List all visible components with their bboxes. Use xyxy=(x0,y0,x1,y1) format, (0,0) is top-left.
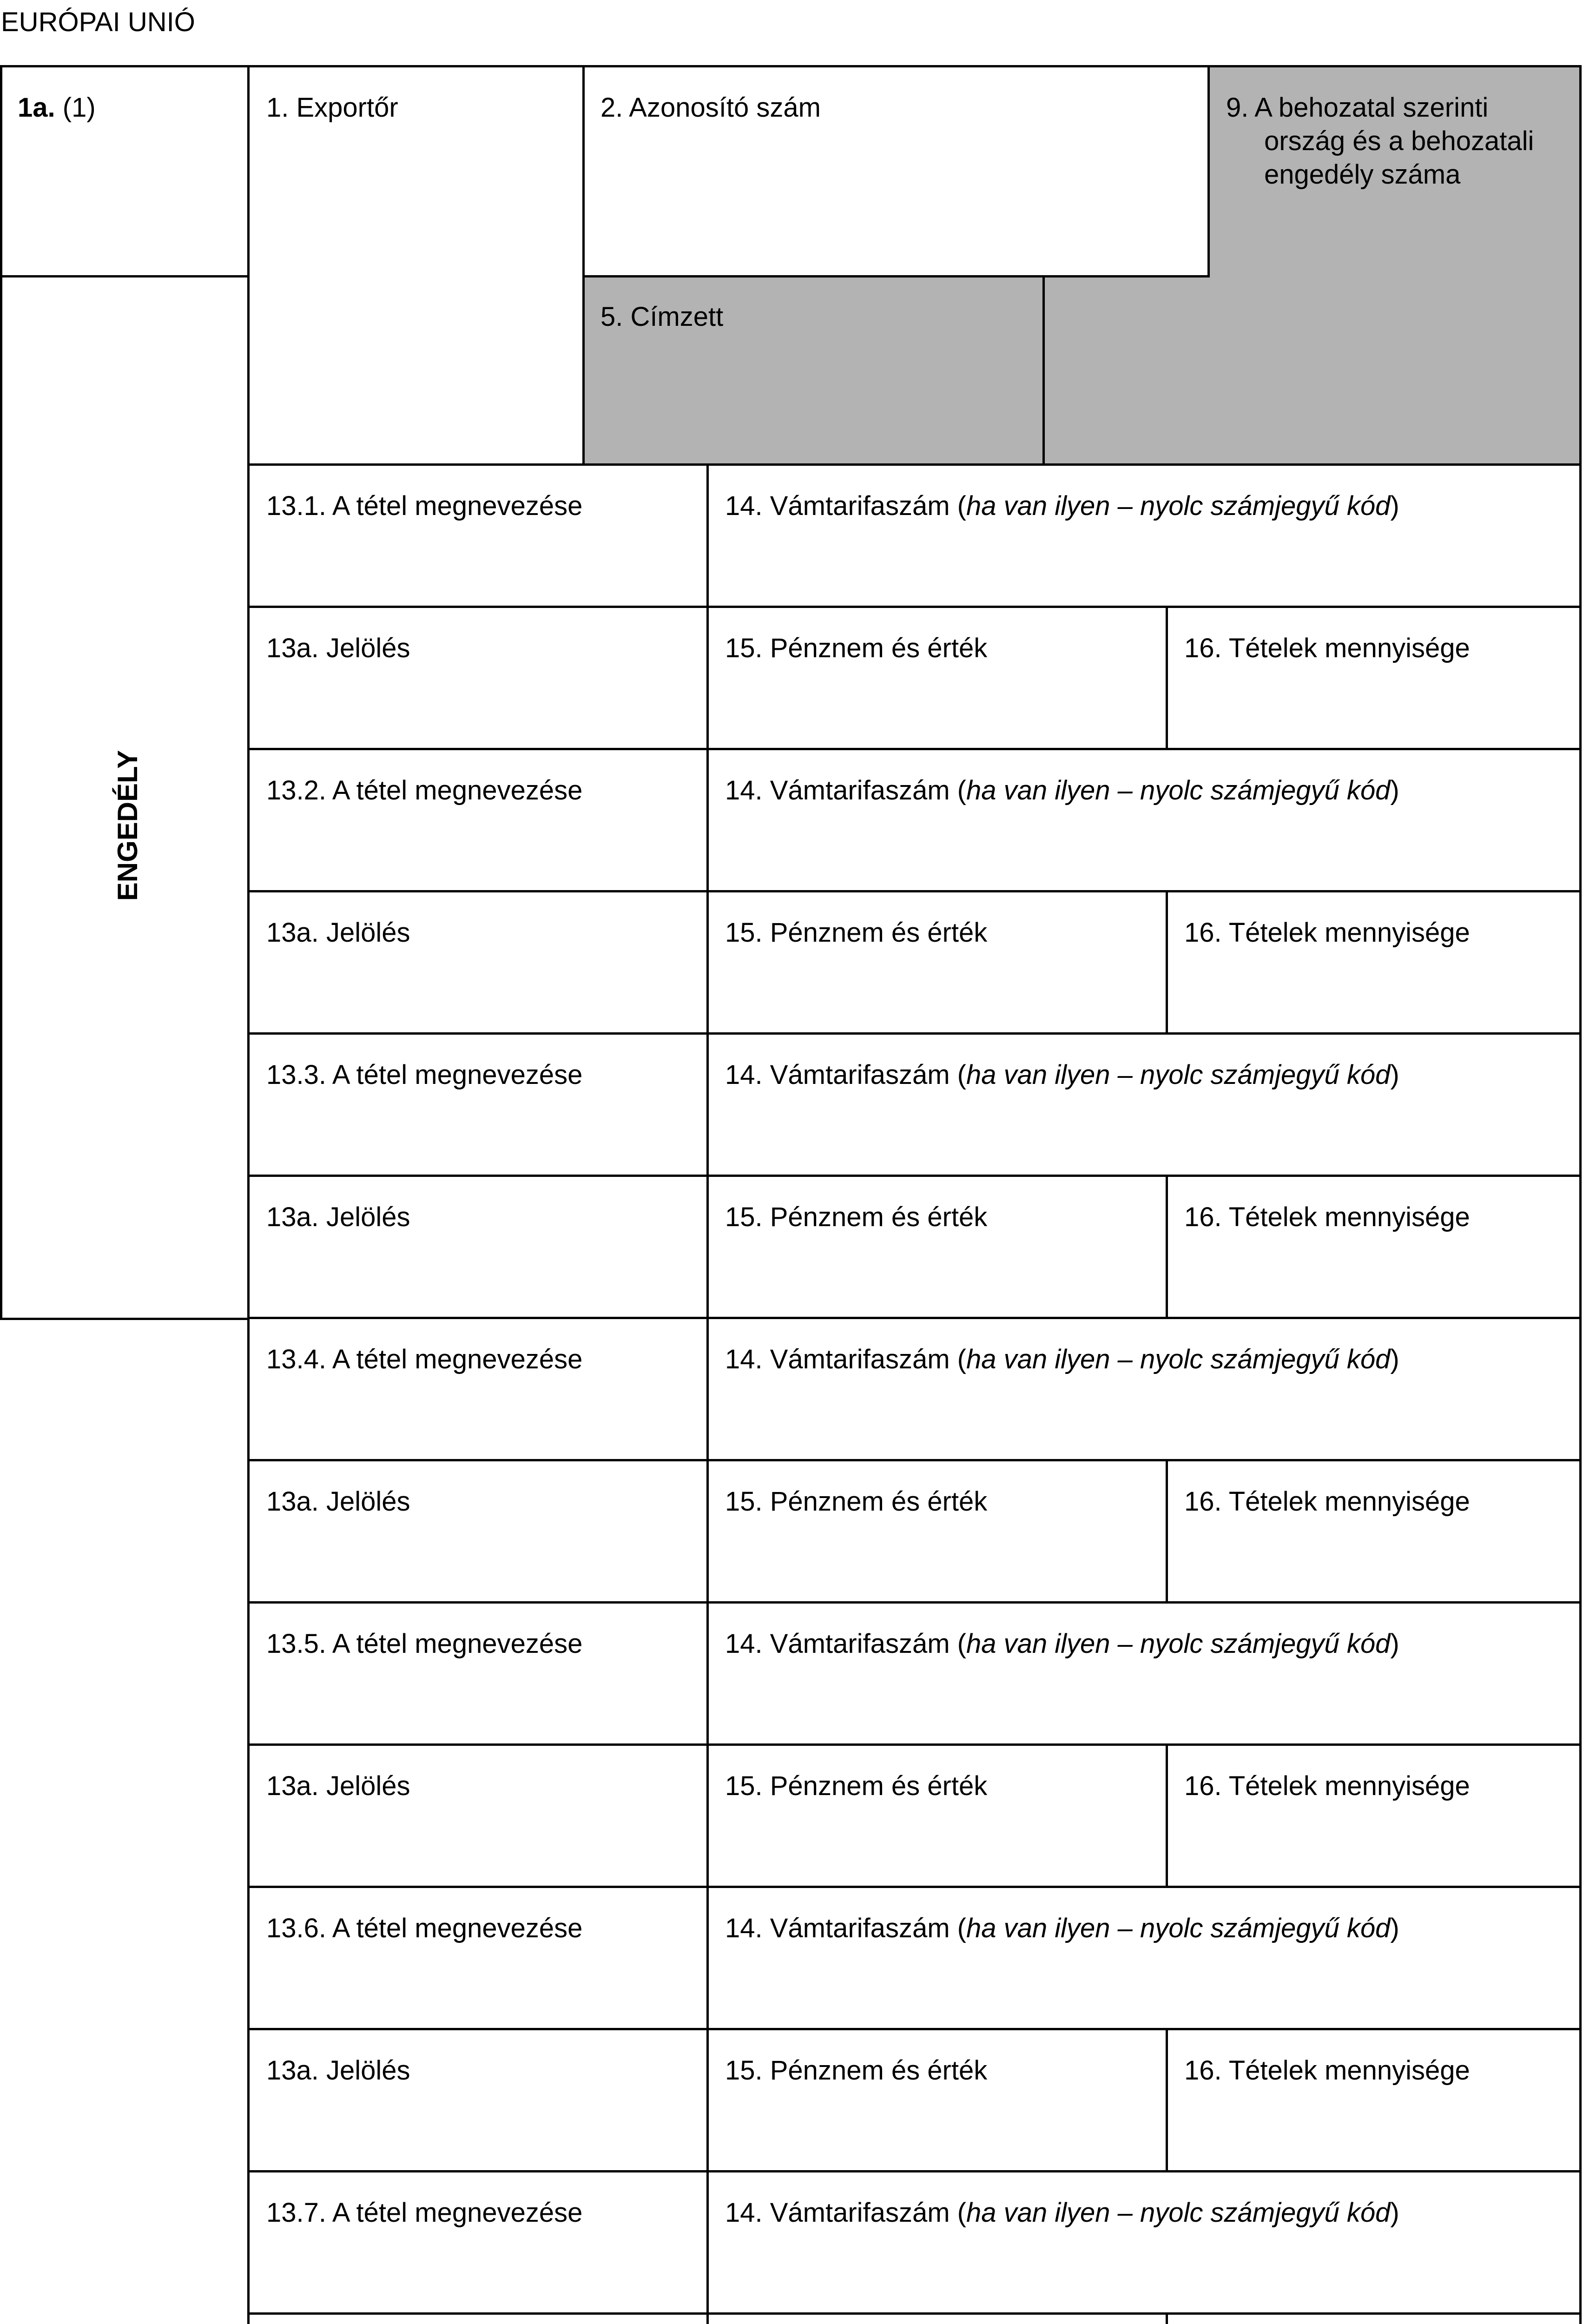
item-quantity-label: 16. Tételek mennyisége xyxy=(1184,1486,1470,1517)
item-currency-value-label: 15. Pénznem és érték xyxy=(725,1771,988,1801)
item-name-label: 13.4. A tétel megnevezése xyxy=(266,1344,583,1374)
item-marking-label: 13a. Jelölés xyxy=(266,1202,410,1232)
box-5-consignee-label: 5. Címzett xyxy=(600,302,724,332)
item-currency-value-label: 15. Pénznem és érték xyxy=(725,1486,988,1517)
item-tariff-label: 14. Vámtarifaszám (ha van ilyen – nyolc számjegyű kód) xyxy=(725,2198,1399,2228)
box-2-id-number-label: 2. Azonosító szám xyxy=(600,92,821,123)
item-quantity-label: 16. Tételek mennyisége xyxy=(1184,1202,1470,1232)
item-name-label: 13.7. A tétel megnevezése xyxy=(266,2198,583,2228)
item-marking-label: 13a. Jelölés xyxy=(266,918,410,948)
box-5-shading xyxy=(582,275,1579,466)
box-9-label-line-1: 9. A behozatal szerinti xyxy=(1226,92,1489,123)
item-quantity-label: 16. Tételek mennyisége xyxy=(1184,1771,1470,1801)
item-name-label: 13.3. A tétel megnevezése xyxy=(266,1060,583,1090)
item-marking-label: 13a. Jelölés xyxy=(266,1771,410,1801)
item-marking-label: 13a. Jelölés xyxy=(266,2055,410,2086)
item-quantity-label: 16. Tételek mennyisége xyxy=(1184,2055,1470,2086)
item-marking-label: 13a. Jelölés xyxy=(266,633,410,663)
box-9-label-line-3: engedély száma xyxy=(1264,159,1461,190)
item-name-label: 13.6. A tétel megnevezése xyxy=(266,1913,583,1943)
item-name-label: 13.5. A tétel megnevezése xyxy=(266,1629,583,1659)
item-tariff-label: 14. Vámtarifaszám (ha van ilyen – nyolc számjegyű kód) xyxy=(725,1344,1399,1374)
item-currency-value-label: 15. Pénznem és érték xyxy=(725,918,988,948)
page-title: EURÓPAI UNIÓ xyxy=(1,7,195,37)
item-tariff-label: 14. Vámtarifaszám (ha van ilyen – nyolc számjegyű kód) xyxy=(725,1913,1399,1943)
item-currency-value-label: 15. Pénznem és érték xyxy=(725,633,988,663)
item-tariff-label: 14. Vámtarifaszám (ha van ilyen – nyolc számjegyű kód) xyxy=(725,1629,1399,1659)
item-name-label: 13.2. A tétel megnevezése xyxy=(266,775,583,805)
item-tariff-label: 14. Vámtarifaszám (ha van ilyen – nyolc számjegyű kód) xyxy=(725,775,1399,805)
item-marking-label: 13a. Jelölés xyxy=(266,1486,410,1517)
item-quantity-label: 16. Tételek mennyisége xyxy=(1184,918,1470,948)
item-tariff-label: 14. Vámtarifaszám (ha van ilyen – nyolc számjegyű kód) xyxy=(725,1060,1399,1090)
box-9-label-line-2: ország és a behozatali xyxy=(1264,126,1534,156)
side-label-engedely: ENGEDÉLY xyxy=(112,750,143,901)
item-quantity-label: 16. Tételek mennyisége xyxy=(1184,633,1470,663)
box-1-exporter-label: 1. Exportőr xyxy=(266,92,398,123)
item-currency-value-label: 15. Pénznem és érték xyxy=(725,1202,988,1232)
item-tariff-label: 14. Vámtarifaszám (ha van ilyen – nyolc számjegyű kód) xyxy=(725,491,1399,521)
item-name-label: 13.1. A tétel megnevezése xyxy=(266,491,583,521)
box-1a-label: 1a. (1) xyxy=(18,92,96,123)
item-currency-value-label: 15. Pénznem és érték xyxy=(725,2055,988,2086)
